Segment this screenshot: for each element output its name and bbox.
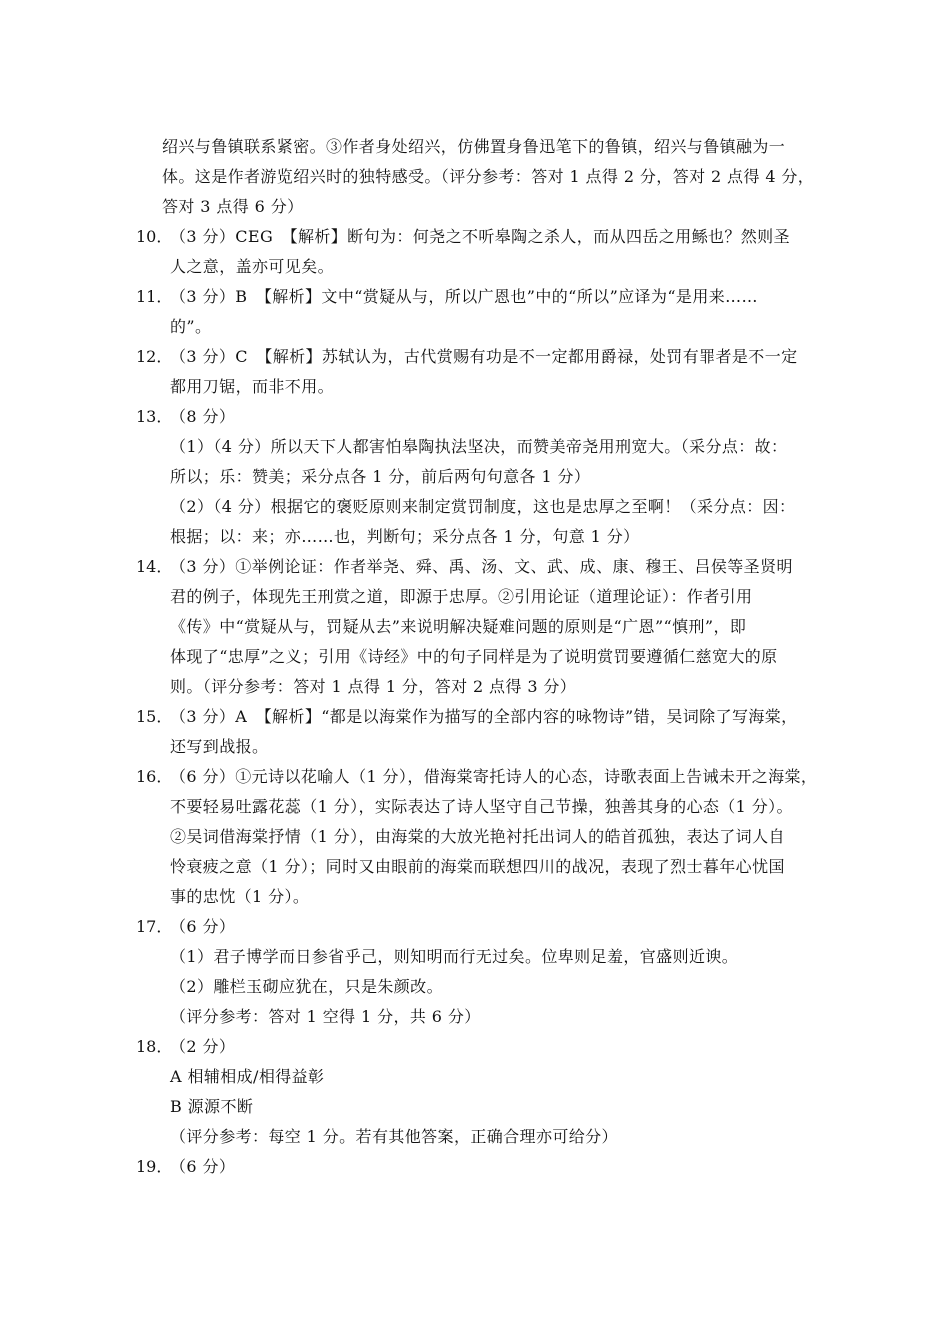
item-line: （评分参考：答对 1 空得 1 分，共 6 分） <box>170 1007 481 1026</box>
item-number: 15． <box>136 707 173 726</box>
item-number: 11． <box>136 287 173 306</box>
intro-line-3: 答对 3 点得 6 分） <box>162 197 304 216</box>
item-line: （评分参考：每空 1 分。若有其他答案，正确合理亦可给分） <box>170 1127 618 1146</box>
item-number: 17． <box>136 917 173 936</box>
item-line: ②吴词借海棠抒情（1 分），由海棠的大放光艳衬托出词人的皓首孤独，表达了词人自 <box>170 827 785 846</box>
intro-line-1: 绍兴与鲁镇联系紧密。③作者身处绍兴，仿佛置身鲁迅笔下的鲁镇，绍兴与鲁镇融为一 <box>162 137 786 156</box>
item-line: A 相辅相成/相得益彰 <box>170 1067 325 1086</box>
item-line: 体现了“忠厚”之义；引用《诗经》中的句子同样是为了说明赏罚要遵循仁慈宽大的原 <box>170 647 778 666</box>
item-line: 根据；以：来；亦……也，判断句；采分点各 1 分，句意 1 分） <box>170 527 640 546</box>
item-line: 所以；乐：赞美；采分点各 1 分，前后两句句意各 1 分） <box>170 467 591 486</box>
item-line: （1）君子博学而日参省乎己，则知明而行无过矣。位卑则足羞，官盛则近谀。 <box>170 947 739 966</box>
item-number: 14． <box>136 557 173 576</box>
item-line: 《传》中“赏疑从与，罚疑从去”来说明解决疑难问题的原则是“广恩”“慎刑”，即 <box>170 617 747 636</box>
item-line: （3 分）C 【解析】苏轼认为，古代赏赐有功是不一定都用爵禄，处罚有罪者是不一定 <box>170 347 798 366</box>
item-number: 13． <box>136 407 173 426</box>
item-line: （3 分）B 【解析】文中“赏疑从与，所以广恩也”中的“所以”应译为“是用来…… <box>170 287 758 306</box>
item-number: 19． <box>136 1157 173 1176</box>
item-line: 怜衰疲之意（1 分）；同时又由眼前的海棠而联想四川的战况，表现了烈士暮年心忧国 <box>170 857 785 876</box>
item-line: 还写到战报。 <box>170 737 269 756</box>
item-number: 12． <box>136 347 173 366</box>
item-line: 人之意，盖亦可见矣。 <box>170 257 335 276</box>
item-line: （1）（4 分）所以天下人都害怕皋陶执法坚决，而赞美帝尧用刑宽大。（采分点：故： <box>170 437 788 456</box>
item-line: 的”。 <box>170 317 212 336</box>
item-line: （6 分） <box>170 1157 236 1176</box>
item-line: 君的例子，体现先王刑赏之道，即源于忠厚。②引用论证（道理论证）：作者引用 <box>170 587 753 606</box>
item-line: （8 分） <box>170 407 236 426</box>
item-line: 事的忠忱（1 分）。 <box>170 887 310 906</box>
item-line: 不要轻易吐露花蕊（1 分），实际表达了诗人坚守自己节操，独善其身的心态（1 分）。 <box>170 797 793 816</box>
item-line: 都用刀锯，而非不用。 <box>170 377 335 396</box>
item-line: （2 分） <box>170 1037 236 1056</box>
item-line: （2）（4 分）根据它的褒贬原则来制定赏罚制度，这也是忠厚之至啊！（采分点：因： <box>170 497 796 516</box>
item-line: （6 分）①元诗以花喻人（1 分），借海棠寄托诗人的心态，诗歌表面上告诫未开之海棠， <box>170 767 818 786</box>
item-line: （6 分） <box>170 917 236 936</box>
item-line: （3 分）A 【解析】“都是以海棠作为描写的全部内容的咏物诗”错，吴词除了写海棠， <box>170 707 798 726</box>
item-number: 10． <box>136 227 173 246</box>
item-line: 则。（评分参考：答对 1 点得 1 分，答对 2 点得 3 分） <box>170 677 577 696</box>
item-line: （3 分）CEG 【解析】断句为：何尧之不听皋陶之杀人，而从四岳之用鲧也？然则圣 <box>170 227 790 246</box>
item-line: B 源源不断 <box>170 1097 254 1116</box>
item-line: （3 分）①举例论证：作者举尧、舜、禹、汤、文、武、成、康、穆王、吕侯等圣贤明 <box>170 557 793 576</box>
item-number: 18． <box>136 1037 173 1056</box>
item-number: 16． <box>136 767 173 786</box>
intro-line-2: 体。这是作者游览绍兴时的独特感受。（评分参考：答对 1 点得 2 分，答对 2 点得 4 分， <box>162 167 815 186</box>
item-line: （2）雕栏玉砌应犹在，只是朱颜改。 <box>170 977 443 996</box>
